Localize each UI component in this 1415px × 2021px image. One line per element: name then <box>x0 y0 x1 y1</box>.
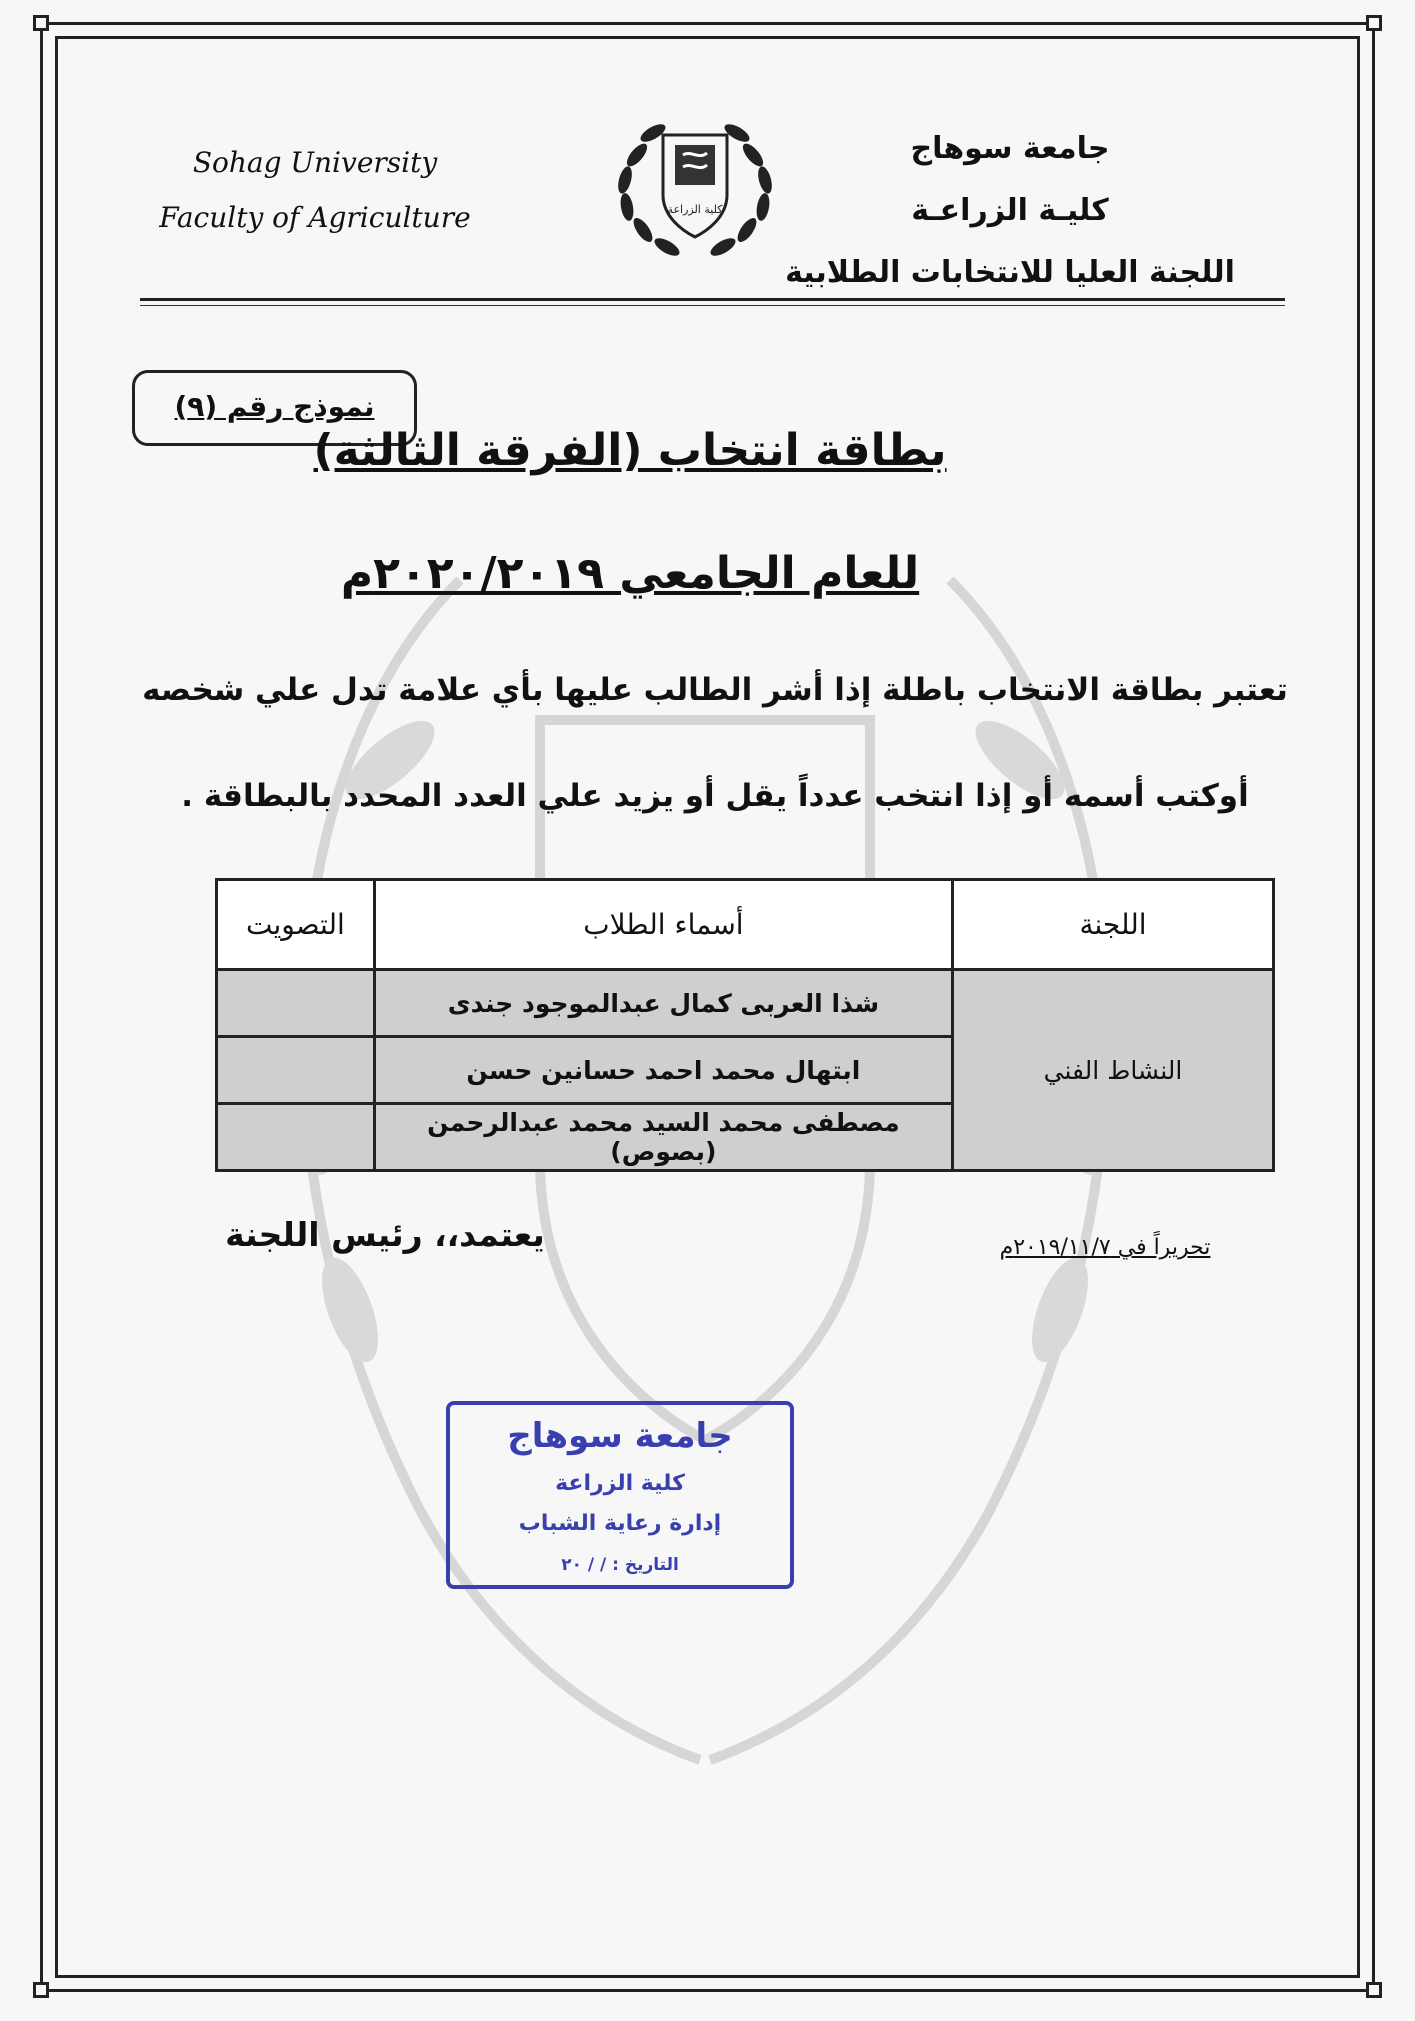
stamp-line-4: التاريخ : / / ٢٠ <box>561 1555 679 1575</box>
issue-date: تحريراً في ٢٠١٩/١١/٧م <box>999 1235 1211 1260</box>
committee-cell: النشاط الفني <box>953 970 1274 1171</box>
stamp-line-2: كلية الزراعة <box>555 1471 685 1496</box>
header-divider <box>140 298 1285 301</box>
approval-text: يعتمد،، رئيس اللجنة <box>225 1215 545 1254</box>
frame-corner <box>33 15 49 31</box>
header-vote: التصويت <box>217 880 375 970</box>
en-university-name: Sohag University <box>192 146 438 179</box>
ballot-table <box>215 878 1275 1172</box>
stamp-line-3: إدارة رعاية الشباب <box>518 1511 722 1536</box>
ar-faculty-name: كليـة الزراعـة <box>911 193 1109 228</box>
header-committee: اللجنة <box>953 880 1274 970</box>
form-number: نموذج رقم (٩) <box>174 390 375 423</box>
candidate-name: ابتهال محمد احمد حسانين حسن <box>374 1037 952 1104</box>
english-header <box>150 135 480 245</box>
en-faculty-name: Faculty of Agriculture <box>159 201 471 234</box>
candidate-name: شذا العربى كمال عبدالموجود جندى <box>374 970 952 1037</box>
academic-year: للعام الجامعي ٢٠٢٠/٢٠١٩م <box>340 548 920 599</box>
vote-box[interactable] <box>217 1037 375 1104</box>
header-divider-thin <box>140 305 1285 306</box>
ar-committee-name: اللجنة العليا للانتخابات الطلابية <box>785 255 1235 290</box>
frame-corner <box>1366 15 1382 31</box>
candidate-name: مصطفى محمد السيد محمد عبدالرحمن (بصوص) <box>374 1104 952 1171</box>
table-row <box>217 970 1274 1037</box>
logo-caption: كلية الزراعة <box>667 203 723 216</box>
notice-line-1: تعتبر بطاقة الانتخاب باطلة إذا أشر الطالب عليها بأي علامة تدل علي شخصه <box>142 672 1288 708</box>
vote-box[interactable] <box>217 1104 375 1171</box>
ballot-title: بطاقة انتخاب (الفرقة الثالثة) <box>313 425 947 476</box>
frame-corner <box>1366 1982 1382 1998</box>
stamp-line-1: جامعة سوهاج <box>507 1416 733 1456</box>
notice-line-2: أوكتب أسمه أو إذا انتخب عدداً يقل أو يزيد علي العدد المحدد بالبطاقة . <box>181 778 1249 814</box>
frame-corner <box>33 1982 49 1998</box>
header-names: أسماء الطلاب <box>374 880 952 970</box>
table-header-row <box>217 880 1274 970</box>
vote-box[interactable] <box>217 970 375 1037</box>
ar-university-name: جامعة سوهاج <box>910 131 1110 166</box>
official-stamp <box>440 1395 800 1595</box>
arabic-header <box>750 118 1270 304</box>
